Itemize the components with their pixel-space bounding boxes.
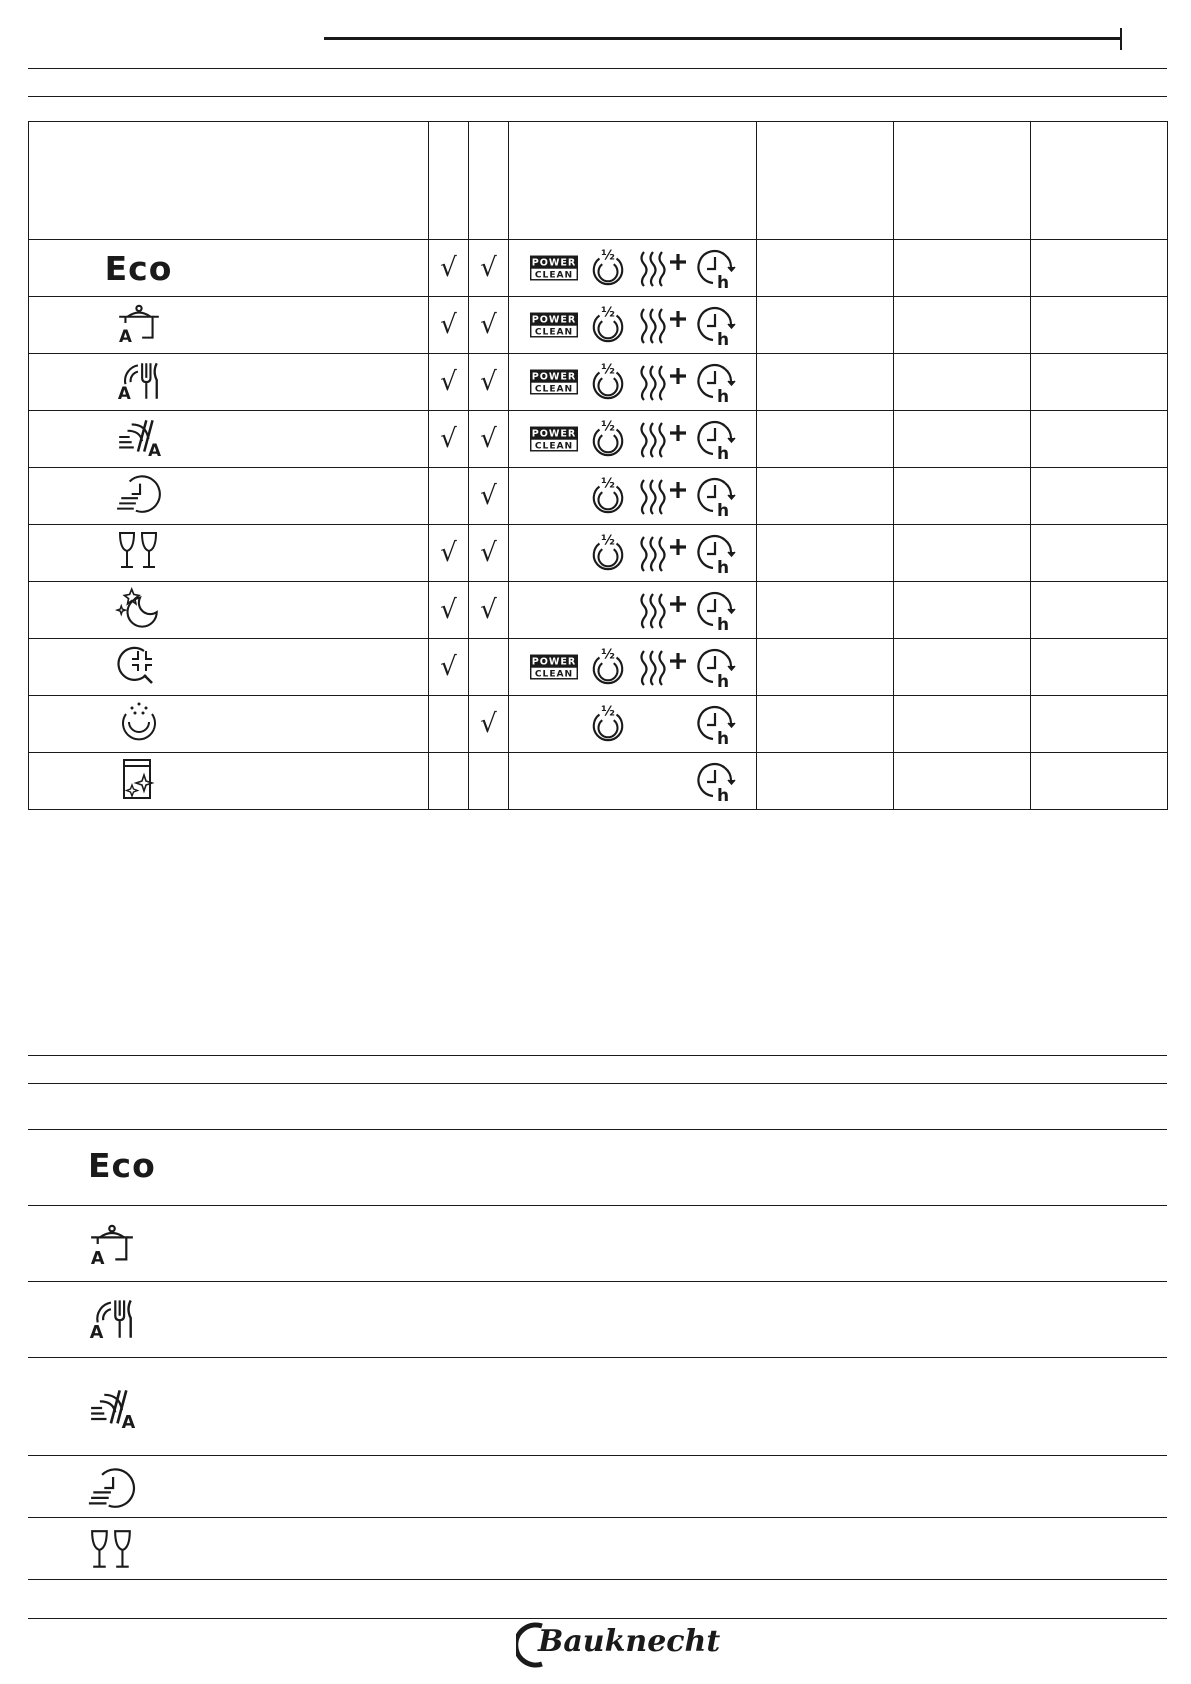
footer-rule: [28, 1618, 1167, 1619]
lower-rule-8: [28, 1517, 1167, 1518]
program-icon-cell: [29, 468, 429, 525]
table-row: [29, 354, 1168, 411]
half-load-icon: [589, 646, 627, 688]
lower-rule-6: [28, 1357, 1167, 1358]
program-icon-cell: [29, 240, 429, 297]
extra-dry-icon: [637, 419, 689, 459]
value-cell: [1031, 411, 1168, 468]
options-cell: [509, 639, 757, 696]
header-cell-col5: [757, 122, 894, 240]
pot-auto-icon: [115, 301, 163, 345]
half-load-icon: [589, 475, 627, 517]
table-row: [29, 696, 1168, 753]
fast-wash-clock-icon: [115, 472, 163, 516]
delay-start-icon: [695, 646, 737, 688]
value-cell: [894, 582, 1031, 639]
extra-dry-icon: [637, 476, 689, 516]
wine-glasses-icon: [115, 529, 163, 573]
header-cell-col3: [469, 122, 509, 240]
value-cell: [1031, 525, 1168, 582]
header-bar-end-mark: [1120, 28, 1122, 50]
value-cell: [894, 240, 1031, 297]
check-cell-1: √: [429, 297, 469, 354]
program-icon-cell: [29, 525, 429, 582]
table-row: [29, 525, 1168, 582]
header-cell-program: [29, 122, 429, 240]
lower-rule-3: [28, 1129, 1167, 1130]
options-cell: [509, 354, 757, 411]
check-cell-1: √: [429, 639, 469, 696]
table-row: [29, 411, 1168, 468]
check-cell-2: √: [469, 354, 509, 411]
value-cell: [757, 639, 894, 696]
extra-dry-icon: [637, 248, 689, 288]
delay-start-icon: [695, 589, 737, 631]
value-cell: [1031, 240, 1168, 297]
half-load-icon: [589, 361, 627, 403]
brand-logo: [516, 1620, 721, 1673]
header-cell-col6: [894, 122, 1031, 240]
half-load-icon: [589, 532, 627, 574]
value-cell: [894, 696, 1031, 753]
delay-start-icon: [695, 475, 737, 517]
header-cell-options: [509, 122, 757, 240]
options-cell: [509, 696, 757, 753]
table-row: [29, 240, 1168, 297]
value-cell: [894, 468, 1031, 525]
lower-rule-1: [28, 1055, 1167, 1056]
options-cell: [509, 753, 757, 810]
delay-start-icon: [695, 304, 737, 346]
half-load-icon: [589, 304, 627, 346]
value-cell: [757, 297, 894, 354]
options-cell: [509, 411, 757, 468]
delay-start-icon: [695, 703, 737, 745]
extra-dry-icon: [637, 362, 689, 402]
plate-cutlery-auto-icon: [115, 358, 163, 402]
eco-program-icon: Eco: [104, 248, 173, 288]
check-cell-2: √: [469, 582, 509, 639]
lower-rule-4: [28, 1205, 1167, 1206]
delay-start-icon: [695, 361, 737, 403]
lower-wine-glasses-icon: [86, 1527, 138, 1573]
value-cell: [894, 525, 1031, 582]
power-clean-icon: [530, 654, 578, 680]
value-cell: [757, 525, 894, 582]
value-cell: [894, 753, 1031, 810]
extra-dry-icon: [637, 590, 689, 630]
value-cell: [1031, 297, 1168, 354]
value-cell: [757, 411, 894, 468]
header-cell-col2: [429, 122, 469, 240]
lower-pot-auto-icon: [86, 1222, 138, 1266]
rinse-soak-icon: [115, 700, 163, 744]
power-clean-icon: [530, 312, 578, 338]
check-cell-2: [469, 639, 509, 696]
delay-start-icon: [695, 418, 737, 460]
options-cell: [509, 582, 757, 639]
value-cell: [757, 468, 894, 525]
value-cell: [1031, 639, 1168, 696]
check-cell-1: [429, 468, 469, 525]
lower-rule-2: [28, 1083, 1167, 1084]
extra-dry-icon: [637, 533, 689, 573]
check-cell-2: √: [469, 240, 509, 297]
check-cell-2: √: [469, 411, 509, 468]
value-cell: [894, 411, 1031, 468]
program-icon-cell: [29, 297, 429, 354]
intensive-search-icon: [115, 643, 163, 687]
program-icon-cell: [29, 696, 429, 753]
lower-plate-cutlery-auto-icon: [86, 1296, 138, 1340]
extra-dry-icon: [637, 305, 689, 345]
table-row: [29, 753, 1168, 810]
half-load-icon: [589, 703, 627, 745]
header-cell-col7: [1031, 122, 1168, 240]
lower-fast-wash-clock-icon: [86, 1466, 138, 1510]
table-row: [29, 468, 1168, 525]
power-clean-icon: [530, 369, 578, 395]
check-cell-1: √: [429, 582, 469, 639]
value-cell: [757, 753, 894, 810]
table-row: [29, 639, 1168, 696]
header-rule-1: [28, 68, 1167, 69]
check-cell-2: √: [469, 696, 509, 753]
check-cell-2: √: [469, 468, 509, 525]
options-cell: [509, 297, 757, 354]
self-clean-machine-icon: [115, 757, 163, 801]
lower-eco-label: Eco: [88, 1146, 156, 1185]
table-row: [29, 582, 1168, 639]
speed-dishes-auto-icon: [115, 415, 163, 459]
lower-rule-7: [28, 1455, 1167, 1456]
program-options-table: [28, 121, 1168, 810]
table-header-row: [29, 122, 1168, 240]
check-cell-1: √: [429, 411, 469, 468]
delay-start-icon: [695, 532, 737, 574]
check-cell-1: √: [429, 240, 469, 297]
brand-logo-text: Bauknecht: [538, 1624, 721, 1659]
options-cell: [509, 525, 757, 582]
value-cell: [757, 696, 894, 753]
value-cell: [757, 240, 894, 297]
check-cell-1: √: [429, 354, 469, 411]
night-moon-stars-icon: [115, 586, 163, 630]
lower-rule-9: [28, 1579, 1167, 1580]
value-cell: [1031, 696, 1168, 753]
header-bar-line: [324, 37, 1121, 40]
value-cell: [894, 297, 1031, 354]
value-cell: [1031, 468, 1168, 525]
value-cell: [1031, 354, 1168, 411]
check-cell-1: [429, 696, 469, 753]
lower-rule-5: [28, 1281, 1167, 1282]
program-icon-cell: [29, 354, 429, 411]
check-cell-1: [429, 753, 469, 810]
delay-start-icon: [695, 760, 737, 802]
program-icon-cell: [29, 753, 429, 810]
value-cell: [894, 354, 1031, 411]
program-icon-cell: [29, 639, 429, 696]
value-cell: [1031, 753, 1168, 810]
value-cell: [894, 639, 1031, 696]
power-clean-icon: [530, 255, 578, 281]
lower-speed-dishes-auto-icon: [86, 1386, 138, 1430]
value-cell: [1031, 582, 1168, 639]
power-clean-icon: [530, 426, 578, 452]
program-icon-cell: [29, 411, 429, 468]
delay-start-icon: [695, 247, 737, 289]
extra-dry-icon: [637, 647, 689, 687]
options-cell: [509, 468, 757, 525]
half-load-icon: [589, 247, 627, 289]
check-cell-2: √: [469, 525, 509, 582]
check-cell-2: √: [469, 297, 509, 354]
check-cell-2: [469, 753, 509, 810]
program-icon-cell: [29, 582, 429, 639]
half-load-icon: [589, 418, 627, 460]
header-rule-2: [28, 96, 1167, 97]
options-cell: [509, 240, 757, 297]
check-cell-1: √: [429, 525, 469, 582]
value-cell: [757, 354, 894, 411]
table-row: [29, 297, 1168, 354]
value-cell: [757, 582, 894, 639]
